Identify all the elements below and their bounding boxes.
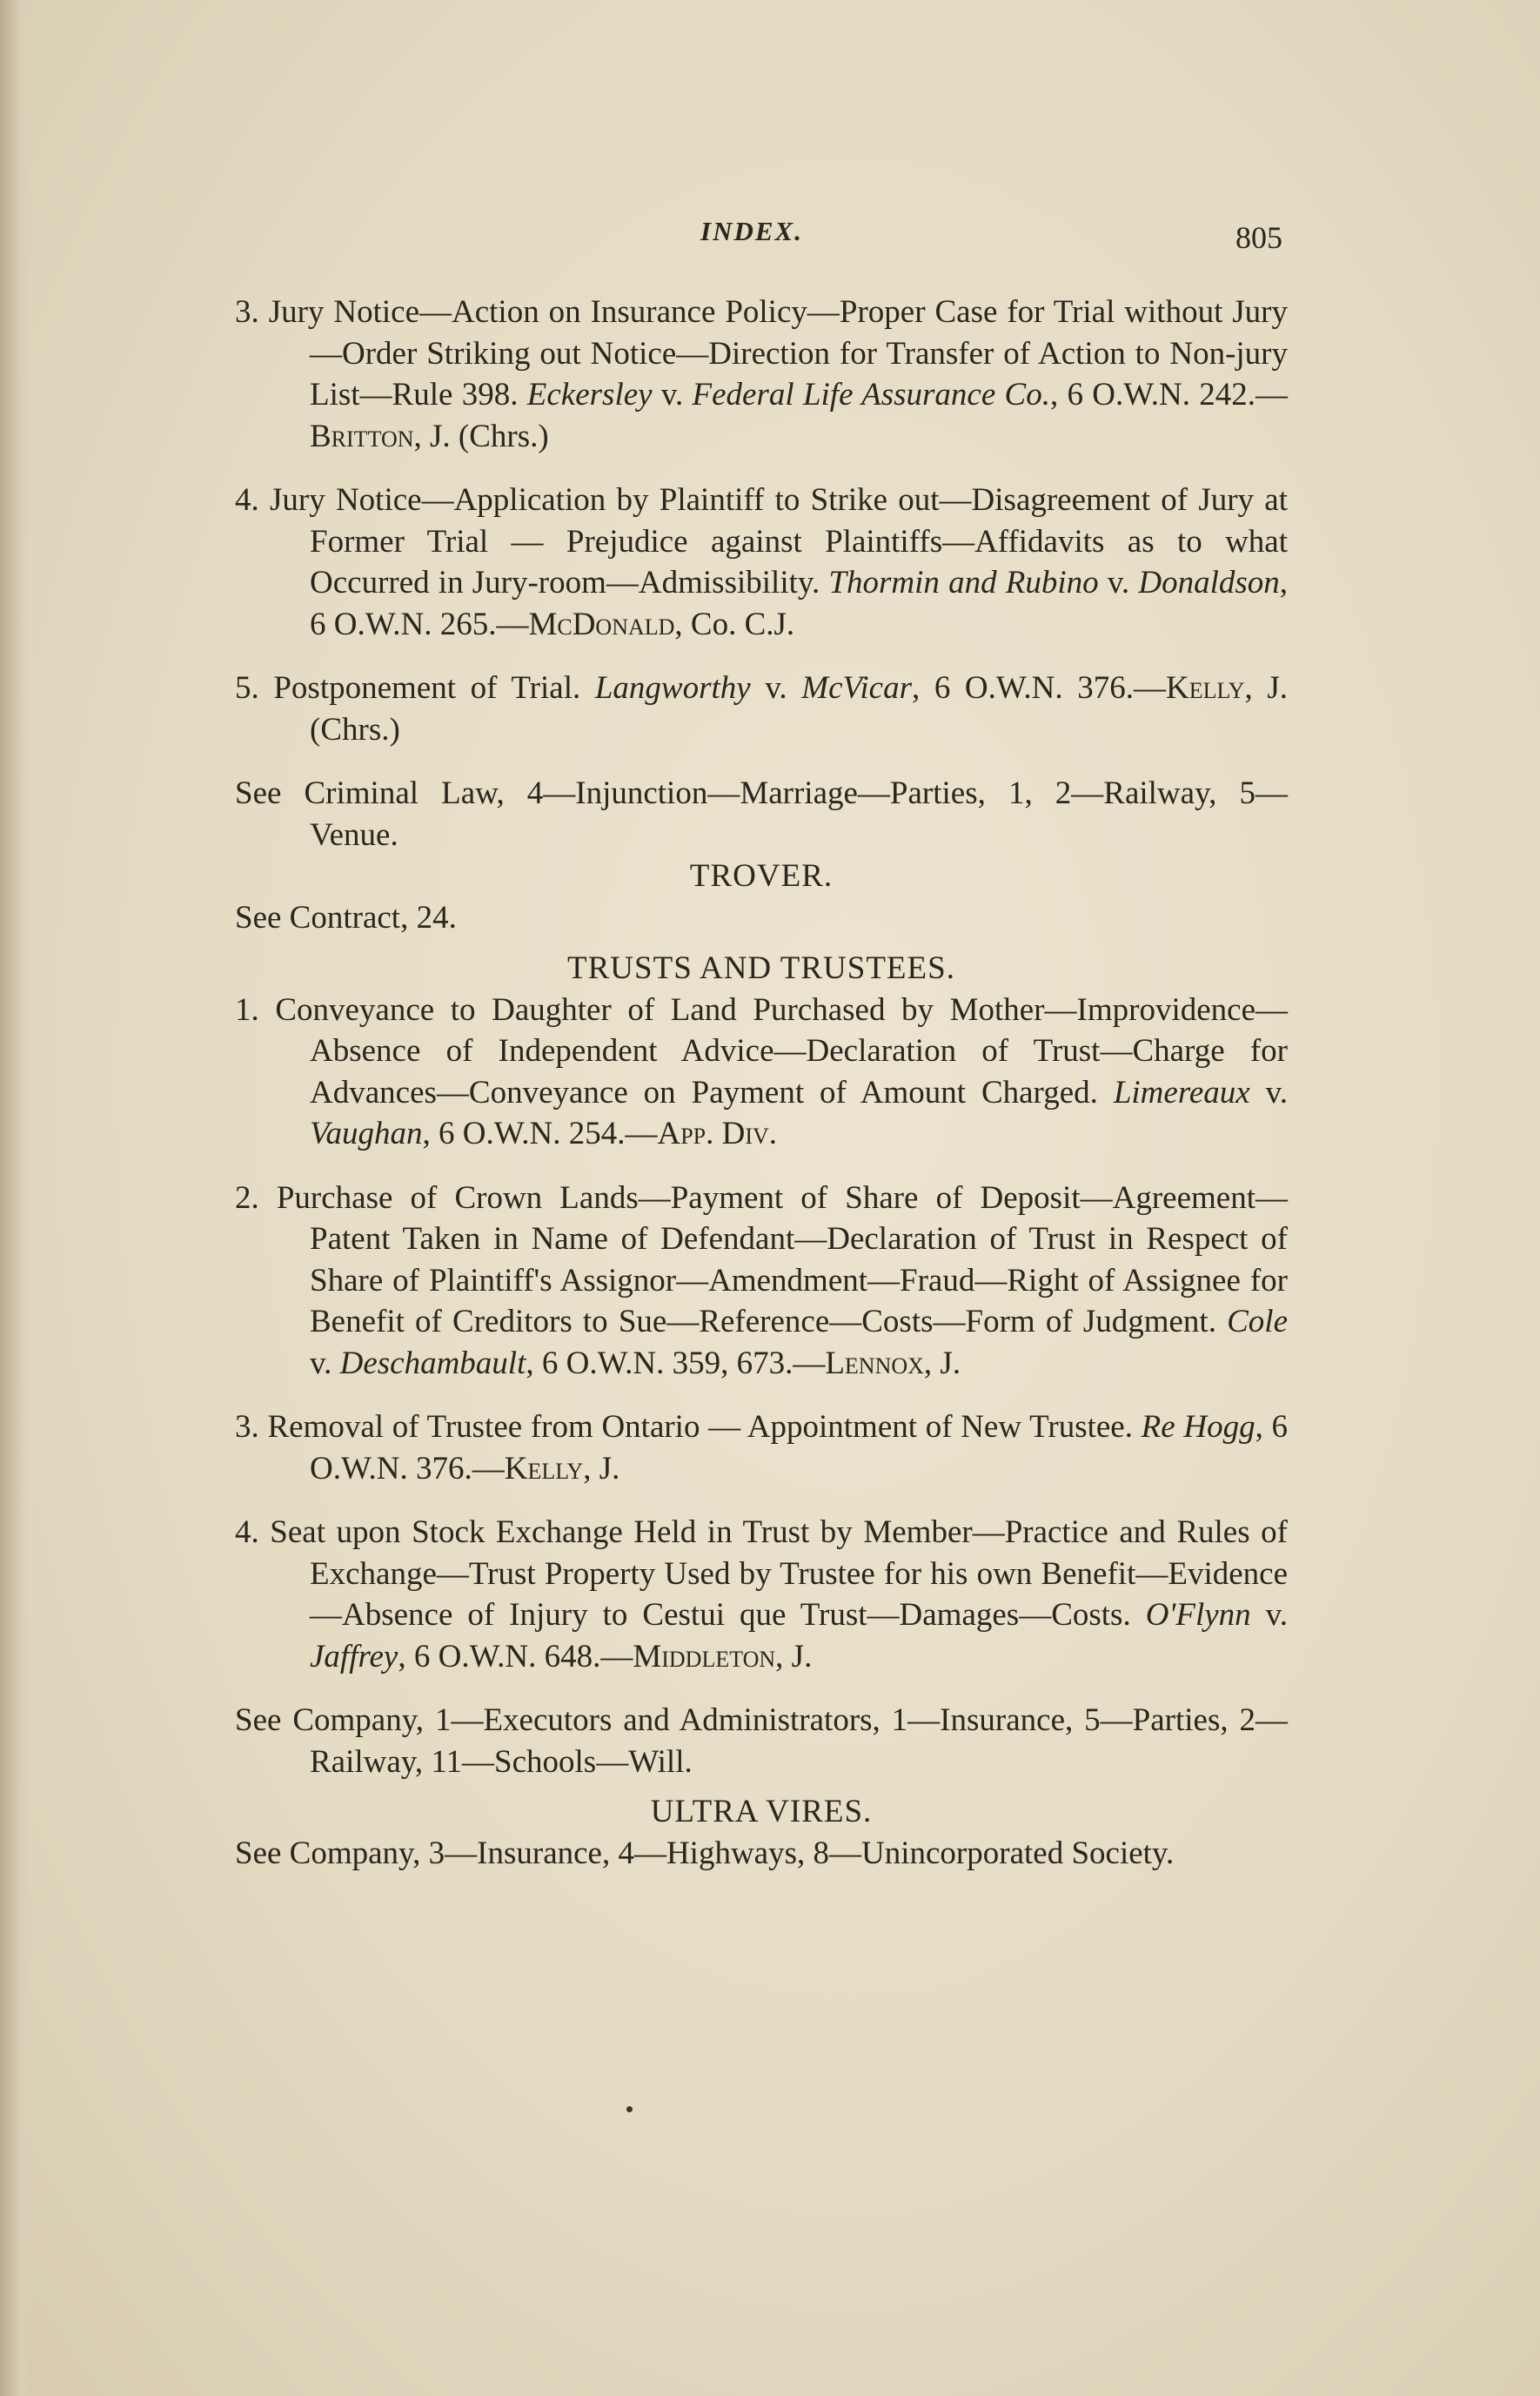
entry-suffix: , J.: [923, 1345, 961, 1381]
entry-number: 5.: [235, 670, 259, 706]
running-title: INDEX.: [700, 216, 803, 246]
judge: Middleton: [633, 1638, 776, 1675]
index-entry-jury-4: [235, 480, 1288, 645]
citation: , 6 O.W.N. 376.—: [310, 1409, 1289, 1487]
case-name: Langworthy: [594, 670, 751, 706]
entry-suffix: , J. (Chrs.): [413, 418, 549, 454]
index-entry-jury-5: [235, 668, 1288, 750]
case-name-b: McVicar: [801, 670, 912, 706]
case-name: Cole: [1227, 1304, 1288, 1339]
case-name: Thormin and Rubino: [828, 565, 1099, 601]
see-text: See Contract, 24.: [235, 900, 457, 936]
page-number: 805: [1235, 220, 1282, 255]
citation: , 6 O.W.N. 254.—: [422, 1116, 658, 1151]
versus: v.: [1107, 565, 1130, 601]
entry-suffix: , J.: [583, 1450, 620, 1487]
case-name: Eckersley: [526, 377, 653, 413]
entry-text: Removal of Trustee from Ontario — Appointment of New Trustee.: [267, 1409, 1133, 1445]
entry-suffix: , Co. C.J.: [674, 606, 795, 642]
see-also-text: See Company, 1—Executors and Administrators, 1—Insurance, 5—Parties, 2—Railway, 11—Schools—Will.: [235, 1702, 1288, 1780]
versus: v.: [765, 670, 787, 706]
book-spine-shadow: [0, 0, 30, 2396]
section-heading-ultra-vires: ULTRA VIRES.: [650, 1794, 873, 1829]
citation: , 6 O.W.N. 265.—: [310, 565, 1289, 642]
judge: Britton: [310, 418, 414, 454]
entry-text: Jury Notice—Action on Insurance Policy—Proper Case for Trial without Jury—Order Striking out Notice—Direction for Transfer of Action to Non-jury List—Rule 398.: [268, 294, 1289, 413]
entry-number: 4.: [235, 482, 259, 518]
judge: Lennox: [825, 1345, 924, 1381]
index-entry-trusts-4: [235, 1512, 1288, 1677]
ink-dot: [626, 2106, 633, 2112]
versus: v.: [310, 1345, 332, 1381]
case-name: O'Flynn: [1145, 1597, 1251, 1633]
index-content: [235, 292, 1288, 1875]
entry-number: 4.: [235, 1514, 259, 1550]
entry-text: Purchase of Crown Lands—Payment of Share of Deposit—Agreement—Patent Taken in Name of Defendant—Declaration of Trust in Respect of Share of Plaintiff's Assignor—Amendment—Fraud—Right of Assignee for Benefit of Creditors to Sue—Reference—Costs—Form of Judgment.: [276, 1179, 1288, 1339]
citation: , 6 O.W.N. 376.—: [911, 670, 1166, 706]
judge: App. Div.: [657, 1116, 778, 1151]
index-entry-trusts-2: [235, 1178, 1288, 1385]
entry-text: Postponement of Trial.: [273, 670, 581, 706]
citation: , 6 O.W.N. 242.—: [1049, 377, 1289, 413]
page-header: [0, 216, 1540, 268]
entry-number: 2.: [235, 1179, 259, 1216]
case-name-b: Vaughan: [310, 1116, 423, 1151]
case-name: Re Hogg: [1141, 1409, 1255, 1445]
see-trover: [235, 897, 1288, 939]
entry-text: Seat upon Stock Exchange Held in Trust by Member—Practice and Rules of Exchange—Trust Property Used by Trustee for his own Benefit—Evidence—Absence of Injury to Cestui que Trust—Damages—Costs.: [270, 1514, 1288, 1633]
entry-text: Conveyance to Daughter of Land Purchased by Mother—Improvidence—Absence of Independent Advice—Declaration of Trust—Charge for Advances—Conveyance on Payment of Amount Charged.: [275, 991, 1288, 1111]
section-heading-trusts: TRUSTS AND TRUSTEES.: [567, 950, 955, 986]
see-also-trusts: [235, 1700, 1288, 1782]
entry-number: 3.: [235, 1409, 259, 1445]
entry-number: 1.: [235, 991, 259, 1028]
index-entry-jury-3: [235, 292, 1288, 457]
citation: , 6 O.W.N. 359, 673.—: [526, 1345, 826, 1381]
case-name-b: Donaldson: [1138, 565, 1280, 601]
citation: , 6 O.W.N. 648.—: [398, 1638, 633, 1675]
entry-suffix: , J. (Chrs.): [310, 670, 1289, 748]
versus: v.: [660, 377, 684, 413]
see-also-jury: [235, 773, 1288, 856]
entry-number: 3.: [235, 294, 259, 330]
section-heading-trover: TROVER.: [689, 858, 834, 894]
versus: v.: [1265, 1074, 1288, 1111]
versus: v.: [1265, 1597, 1288, 1633]
case-name: Limereaux: [1113, 1074, 1250, 1111]
case-name-b: Federal Life Assurance Co.: [692, 377, 1050, 413]
judge: Kelly: [1166, 670, 1245, 706]
entry-suffix: , J.: [775, 1638, 813, 1675]
see-ultra-vires: [235, 1833, 1288, 1875]
entry-text: Jury Notice—Application by Plaintiff to Strike out—Disagreement of Jury at Former Trial — Prejudice against Plaintiffs—Affidavits as to what Occurred in Jury-room—Admissibility.: [270, 482, 1288, 601]
judge: Kelly: [504, 1450, 584, 1487]
index-entry-trusts-1: [235, 990, 1288, 1155]
judge: McDonald: [528, 606, 675, 642]
index-entry-trusts-3: [235, 1406, 1288, 1489]
case-name-b: Jaffrey: [310, 1638, 398, 1675]
case-name-b: Deschambault: [339, 1345, 526, 1381]
see-text: See Company, 3—Insurance, 4—Highways, 8—Unincorporated Society.: [235, 1836, 1175, 1871]
see-also-text: See Criminal Law, 4—Injunction—Marriage—Parties, 1, 2—Railway, 5—Venue.: [235, 775, 1288, 853]
